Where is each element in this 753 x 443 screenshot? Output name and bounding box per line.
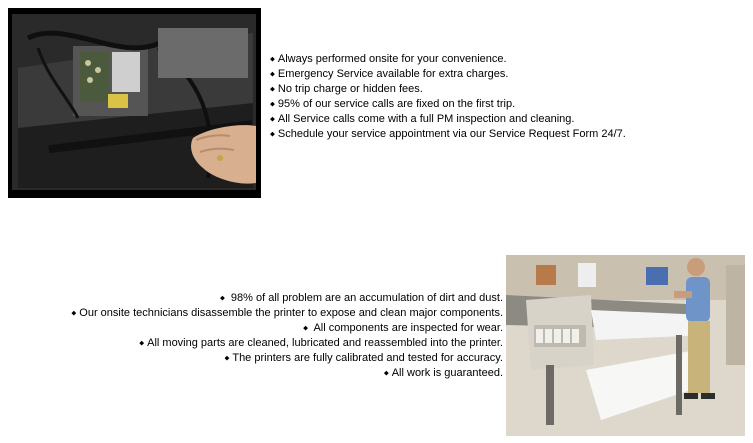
service-point-item [270,127,626,142]
bullet-diamond-icon: ⬥ [270,101,275,108]
maintenance-point-text: Our onsite technicians disassemble the printer to expose and clean major components. [79,307,503,319]
bullet-diamond-icon: ⬥ [383,370,389,377]
service-point-text: Always performed onsite for your convenience. [277,53,507,65]
maintenance-point-text: All moving parts are cleaned, lubricated and reassembled into the printer. [147,337,503,349]
maintenance-point-item [71,351,503,366]
bullet-diamond-icon: ⬥ [139,340,145,347]
maintenance-point-text: All components are inspected for wear. [311,322,503,334]
plotter-photo-illustration [506,255,745,436]
printhead-service-photo [8,8,261,198]
service-point-text: Emergency Service available for extra charges. [277,68,509,80]
bullet-diamond-icon: ⬥ [71,310,77,317]
bullet-diamond-icon: ⬥ [270,71,275,78]
maintenance-points-list [71,291,503,381]
maintenance-point-item [71,336,503,351]
plotter-technician-photo [506,255,745,436]
maintenance-point-item [71,321,503,336]
bullet-diamond-icon: ⬥ [270,116,275,123]
maintenance-point-text: All work is guaranteed. [391,367,503,379]
service-points-list [270,52,626,142]
maintenance-point-item [71,306,503,321]
maintenance-point-text: The printers are fully calibrated and tested for accuracy. [232,352,503,364]
service-point-text: Schedule your service appointment via our Service Request Form 24/7. [277,128,626,140]
bullet-diamond-icon: ⬥ [219,295,225,302]
maintenance-point-item [71,366,503,381]
service-point-text: No trip charge or hidden fees. [277,83,423,95]
bullet-diamond-icon: ⬥ [224,355,230,362]
bullet-diamond-icon: ⬥ [270,131,275,138]
service-point-text: All Service calls come with a full PM inspection and cleaning. [277,113,575,125]
bullet-diamond-icon: ⬥ [303,325,308,332]
service-point-item [270,82,626,97]
service-point-item [270,97,626,112]
service-point-item [270,112,626,127]
bullet-diamond-icon: ⬥ [270,86,275,93]
maintenance-point-item [71,291,503,306]
service-point-item [270,67,626,82]
service-point-item [270,52,626,67]
maintenance-point-text: 98% of all problem are an accumulation of dirt and dust. [227,292,503,304]
printhead-photo-illustration [8,8,261,198]
bullet-diamond-icon: ⬥ [270,56,275,63]
service-point-text: 95% of our service calls are fixed on the first trip. [277,98,516,110]
